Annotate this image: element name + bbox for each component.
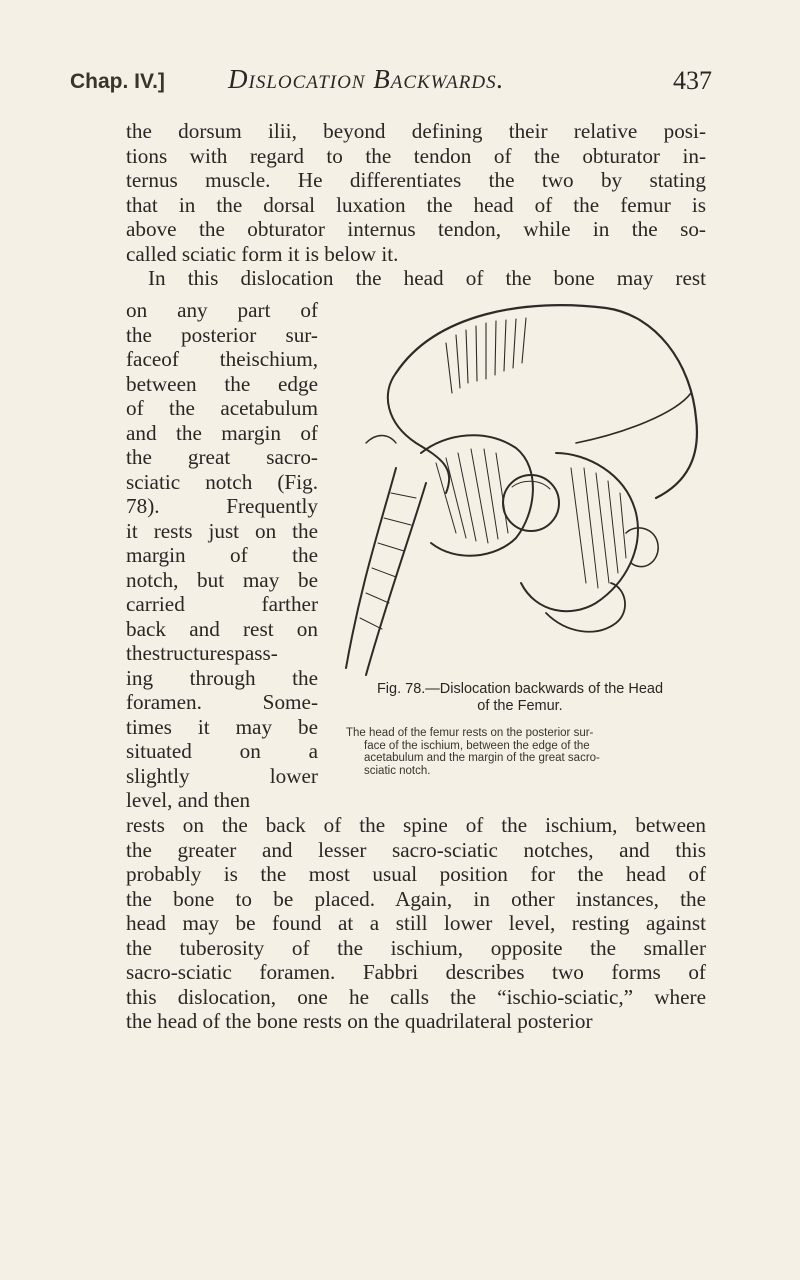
text-line: it rests just on the (126, 518, 318, 543)
text-line: this dislocation, one he calls the “ischio-sciatic,” where (126, 984, 706, 1009)
text-line: the posterior sur- (126, 322, 318, 347)
text-line: tions with regard to the tendon of the obturator in- (126, 143, 706, 168)
caption-line: sciatic notch. (364, 764, 431, 777)
figure-title-line: Fig. 78.—Dislocation backwards of the Head (376, 681, 664, 697)
text-line: slightly lower (126, 763, 318, 788)
text-line: on any part of (126, 298, 318, 322)
text-line: margin of the (126, 543, 318, 567)
caption-line: The head of the femur rests on the posterior sur- (346, 727, 594, 739)
text-line: thestructurespass- (126, 641, 278, 665)
figure-title-line: of the Femur. (477, 698, 563, 714)
caption-line: acetabulum and the margin of the great sacro- (364, 752, 600, 764)
figure-caption (346, 727, 708, 777)
text-line: the dorsum ilii, beyond defining their relative posi- (126, 119, 706, 143)
page-number: 437 (673, 66, 712, 95)
caption-line: face of the ischium, between the edge of the (364, 739, 590, 752)
hip-dislocation-illustration (326, 283, 708, 679)
chapter-label: Chap. IV.] (70, 70, 165, 93)
text-line: times it may be (126, 714, 318, 739)
figure-78 (326, 283, 708, 777)
running-head (70, 62, 710, 102)
text-line: level, and then (126, 788, 251, 812)
text-line: ternus muscle. He differentiates the two by stating (126, 168, 706, 192)
text-line: ing through the (126, 665, 318, 690)
text-line: the greater and lesser sacro-sciatic notches, and this (126, 837, 706, 862)
text-line: foramen. Some- (126, 690, 318, 714)
text-line: above the obturator internus tendon, while in the so- (126, 217, 706, 241)
figure-title (330, 681, 710, 715)
text-line: sacro-sciatic foramen. Fabbri describes two forms of (126, 960, 706, 984)
text-line: probably is the most usual position for the head of (126, 862, 706, 886)
text-line: called sciatic form it is below it. (126, 241, 399, 266)
text-line: back and rest on (126, 616, 318, 641)
text-line: the head of the bone rests on the quadrilateral posterior (126, 1009, 593, 1033)
paragraph-1 (126, 119, 706, 266)
text-line: of the acetabulum (126, 396, 318, 420)
text-line: head may be found at a still lower level, resting against (126, 911, 706, 935)
text-line: rests on the back of the spine of the ischium, between (126, 813, 706, 837)
paragraph-2-continued (126, 813, 706, 1034)
text-line: In this dislocation the head of the bone may rest (148, 266, 706, 290)
text-line: the bone to be placed. Again, in other instances, the (126, 886, 706, 911)
text-line: notch, but may be (126, 567, 318, 592)
text-line: and the margin of (126, 420, 318, 445)
text-line: the tuberosity of the ischium, opposite the smaller (126, 935, 706, 960)
page-title: Dislocation Backwards. (228, 64, 505, 94)
text-line: faceof theischium, (126, 347, 318, 371)
paragraph-2-column (126, 298, 318, 813)
text-line: between the edge (126, 371, 318, 396)
text-line: the great sacro- (126, 445, 318, 469)
text-line: situated on a (126, 739, 318, 763)
text-line: sciatic notch (Fig. (126, 469, 318, 494)
text-line: carried farther (126, 592, 318, 616)
text-line: that in the dorsal luxation the head of the femur is (126, 192, 706, 217)
text-line: 78). Frequently (126, 494, 318, 518)
